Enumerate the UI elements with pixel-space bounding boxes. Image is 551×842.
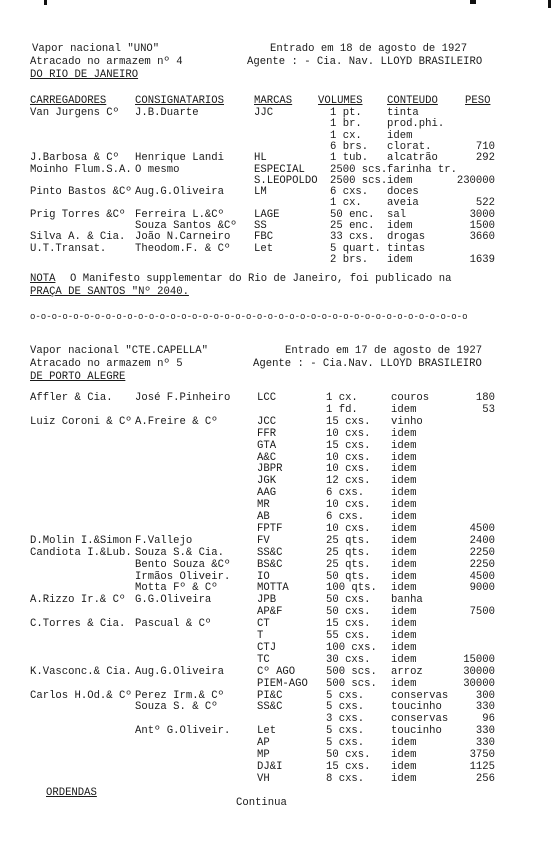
cell-marca: SS&C (257, 701, 283, 714)
cell-marca: BS&C (257, 558, 283, 571)
cell-conteudo: idem (387, 220, 413, 232)
cell-marca: FV (257, 534, 270, 547)
cell-conteudo: farinha tr. (387, 163, 457, 176)
cell-peso: 230000 (456, 174, 495, 187)
cell-volume: 6 cxs. (326, 487, 365, 500)
cell-conteudo: idem (391, 558, 417, 571)
cell-consignatario: J.B.Duarte (135, 107, 199, 119)
separator-line: o-o-o-o-o-o-o-o-o-o-o-o-o-o-o-o-o-o-o-o-o-o-o-o-o-o-o-o-o-o-o-o-o-o-o-o-o-o-o-o-o (30, 312, 468, 322)
cell-conteudo: idem (391, 653, 417, 666)
cell-marca: CT (257, 618, 270, 631)
cell-conteudo: arroz (391, 665, 423, 678)
cell-marca: JGK (257, 475, 277, 488)
cell-conteudo: idem (391, 570, 417, 583)
cell-marca: CTJ (257, 641, 277, 654)
cell-peso: 2250 (469, 558, 495, 571)
cell-volume: 2500 scs. (330, 163, 388, 176)
cell-volume: 8 cxs. (326, 772, 365, 785)
cell-volume: 10 cxs. (326, 451, 371, 464)
cell-consignatario: Antº G.Oliveir. (135, 725, 231, 738)
cell-marca: JBPR (257, 463, 283, 476)
cell-volume: 25 qts. (326, 534, 371, 547)
cell-conteudo: idem (391, 439, 417, 452)
ship1-dock: Atracado no armazem nº 4 (30, 56, 183, 68)
cell-peso: 3000 (469, 208, 495, 221)
cell-marca: AP&F (257, 606, 283, 619)
cell-marca: AP (257, 737, 270, 750)
ship2-title: Vapor nacional "CTE.CAPELLA" (30, 345, 209, 357)
cell-peso: 30000 (463, 677, 495, 690)
cell-peso: 180 (475, 392, 495, 404)
cell-marca: LM (254, 186, 267, 199)
cell-marca: Cº AGO (257, 665, 296, 678)
ship1-origin: DO RIO DE JANEIRO (30, 69, 139, 81)
cell-peso: 292 (475, 152, 495, 165)
cell-peso: 330 (475, 737, 495, 750)
cell-volume: 10 cxs. (326, 522, 371, 535)
cell-carregador: Luiz Coroni & Cº (30, 415, 132, 428)
cell-peso: 3750 (469, 749, 495, 761)
cell-conteudo: idem (391, 630, 417, 642)
cell-volume: 6 brs. (330, 140, 369, 153)
cell-volume: 1 cx. (330, 197, 362, 210)
cell-conteudo: clorat. (387, 140, 432, 153)
cell-marca: ESPECIAL (254, 163, 305, 176)
ship1-title: Vapor nacional "UNO" (32, 43, 160, 55)
cell-peso: 2250 (469, 546, 495, 559)
ship1-agent: Agente : - Cia. Nav. LLOYD BRASILEIRO (247, 56, 483, 68)
cell-volume: 5 cxs. (326, 737, 365, 750)
cell-conteudo: idem (391, 427, 417, 440)
header-carregadores: CARREGADORES (30, 95, 107, 107)
cell-peso: 1500 (469, 220, 495, 232)
cell-marca: FFR (257, 427, 277, 440)
cell-conteudo: idem (391, 451, 417, 464)
cell-volume: 100 cxs. (326, 641, 377, 654)
cell-volume: 1 cx. (326, 392, 358, 404)
header-volumes: VOLUMES (318, 95, 363, 107)
cell-peso: 7500 (469, 606, 495, 619)
cell-conteudo: idem (387, 129, 413, 142)
cell-marca: Let (257, 725, 277, 738)
cell-consignatario: Bento Souza &Cº (135, 558, 231, 571)
cell-consignatario: Pascual & Cº (135, 618, 212, 631)
cell-peso: 256 (475, 772, 495, 785)
cell-conteudo: toucinho (391, 725, 442, 738)
cell-conteudo: conservas (391, 713, 449, 726)
cell-volume: 6 cxs. (326, 511, 365, 523)
cell-consignatario: Henrique Landi (135, 152, 225, 165)
cell-volume: 25 qts. (326, 558, 371, 571)
cell-marca: SS&C (257, 546, 283, 559)
cell-marca: JCC (257, 415, 277, 428)
cell-consignatario: O mesmo (135, 163, 180, 176)
cell-marca: LAGE (254, 208, 280, 221)
cell-peso: 710 (475, 140, 495, 153)
cell-volume: 2 brs. (330, 253, 369, 266)
cell-marca: T (257, 630, 264, 642)
cell-marca: A&C (257, 451, 277, 464)
cell-marca: Let (254, 242, 274, 255)
cell-conteudo: idem (391, 760, 417, 773)
cell-peso: 53 (482, 403, 495, 416)
cell-volume: 15 cxs. (326, 439, 371, 452)
cell-conteudo: idem (391, 522, 417, 535)
cell-volume: 50 cxs. (326, 594, 371, 607)
cell-marca: PI&C (257, 689, 283, 702)
cell-volume: 10 cxs. (326, 463, 371, 476)
cell-carregador: Moinho Flum.S.A. (30, 163, 132, 176)
note-line2: PRAÇA DE SANTOS "Nº 2040. (30, 286, 189, 298)
cell-volume: 10 cxs. (326, 427, 371, 440)
header-conteudo: CONTEUDO (387, 95, 438, 107)
cell-consignatario: Souza S.& Cia. (135, 546, 225, 559)
cell-peso: 2400 (469, 534, 495, 547)
cell-conteudo: alcatrão (387, 152, 438, 165)
cell-peso: 96 (482, 713, 495, 726)
cell-peso: 9000 (469, 582, 495, 595)
cell-conteudo: idem (391, 749, 417, 761)
cell-peso: 15000 (463, 653, 495, 666)
cell-marca: TC (257, 653, 270, 666)
cell-carregador: Affler & Cia. (30, 392, 113, 404)
cell-conteudo: idem (391, 582, 417, 595)
cell-carregador: K.Vasconc.& Cia. (30, 665, 132, 678)
cell-volume: 500 scs. (326, 677, 377, 690)
continua-label: Continua (236, 797, 287, 809)
cell-peso: 330 (475, 701, 495, 714)
cell-marca: GTA (257, 439, 277, 452)
cell-volume: 15 cxs. (326, 415, 371, 428)
ship2-agent: Agente : - Cia.Nav. LLOYD BRASILEIRO (253, 358, 482, 370)
cell-conteudo: idem (387, 253, 413, 266)
cell-peso: 1125 (469, 760, 495, 773)
cell-consignatario: Souza Santos &Cº (135, 220, 237, 232)
ship1-entry: Entrado em 18 de agosto de 1927 (270, 43, 468, 55)
cell-volume: 1 cx. (330, 129, 362, 142)
cell-peso: 522 (475, 197, 495, 210)
cell-carregador: Prig Torres &Cº (30, 208, 126, 221)
cell-carregador: Carlos H.Od.& Cº (30, 689, 132, 702)
cell-marca: FPTF (257, 522, 283, 535)
cell-carregador: A.Rizzo Ir.& Cº (30, 594, 126, 607)
cell-volume: 1 pt. (330, 107, 362, 119)
cell-consignatario: Souza S. & Cº (135, 701, 218, 714)
cell-marca: SS (254, 220, 267, 232)
cell-marca: IO (257, 570, 270, 583)
cell-carregador: C.Torres & Cia. (30, 618, 126, 631)
header-marcas: MARCAS (254, 95, 293, 107)
cell-consignatario: Irmãos Oliveir. (135, 570, 231, 583)
cell-carregador: U.T.Transat. (30, 242, 107, 255)
note-label: NOTA (30, 273, 56, 285)
cell-volume: 12 cxs. (326, 475, 371, 488)
cell-peso: 1639 (469, 253, 495, 266)
scan-mark-left (44, 0, 47, 5)
cell-volume: 5 quart. (330, 242, 381, 255)
cell-volume: 6 cxs. (330, 186, 369, 199)
cell-volume: 25 enc. (330, 220, 375, 232)
cell-marca: PIEM-AGO (257, 677, 308, 690)
cell-peso: 30000 (463, 665, 495, 678)
cell-conteudo: banha (391, 594, 423, 607)
cell-volume: 1 tub. (330, 152, 369, 165)
cell-volume: 3 cxs. (326, 713, 365, 726)
header-consignatarios: CONSIGNATARIOS (135, 95, 225, 107)
cell-consignatario: Perez Irm.& Cº (135, 689, 225, 702)
cell-conteudo: idem (391, 737, 417, 750)
cell-marca: MOTTA (257, 582, 289, 595)
cell-carregador: Silva A. & Cia. (30, 231, 126, 244)
cell-volume: 30 cxs. (326, 653, 371, 666)
cell-volume: 15 cxs. (326, 618, 371, 631)
cell-conteudo: tintas (387, 242, 426, 255)
cell-volume: 50 enc. (330, 208, 375, 221)
cell-conteudo: idem (391, 499, 417, 512)
cell-peso: 330 (475, 725, 495, 738)
cell-peso: 300 (475, 689, 495, 702)
cell-volume: 10 cxs. (326, 499, 371, 512)
cell-marca: HL (254, 152, 267, 165)
cell-volume: 55 cxs. (326, 630, 371, 642)
cell-marca: JJC (254, 107, 274, 119)
cell-marca: JPB (257, 594, 277, 607)
cell-consignatario: Aug.G.Oliveira (135, 186, 225, 199)
cell-consignatario: Motta Fº & Cº (135, 582, 218, 595)
cell-conteudo: idem (391, 511, 417, 523)
cell-marca: AB (257, 511, 270, 523)
cell-volume: 1 fd. (326, 403, 358, 416)
cell-conteudo: idem (391, 475, 417, 488)
cell-consignatario: Ferreira L.&Cº (135, 208, 225, 221)
cell-volume: 5 cxs. (326, 725, 365, 738)
cell-consignatario: G.G.Oliveira (135, 594, 212, 607)
cell-conteudo: idem (391, 641, 417, 654)
cell-volume: 5 cxs. (326, 689, 365, 702)
cell-consignatario: José F.Pinheiro (135, 392, 231, 404)
cell-conteudo: toucinho (391, 701, 442, 714)
cell-marca: VH (257, 772, 270, 785)
cell-conteudo: idem (391, 487, 417, 500)
cell-conteudo: idem (391, 677, 417, 690)
cell-volume: 100 qts. (326, 582, 377, 595)
cell-conteudo: idem (391, 534, 417, 547)
cell-volume: 50 qts. (326, 570, 371, 583)
cell-volume: 33 cxs. (330, 231, 375, 244)
cell-consignatario: A.Freire & Cº (135, 415, 218, 428)
cell-carregador: Van Jurgens Cº (30, 107, 120, 119)
cell-volume: 50 cxs. (326, 749, 371, 761)
cell-consignatario: Theodom.F. & Cº (135, 242, 231, 255)
cell-volume: 25 qts. (326, 546, 371, 559)
cell-conteudo: vinho (391, 415, 423, 428)
cell-conteudo: tinta (387, 107, 419, 119)
ship2-dock: Atracado no armazem nº 5 (30, 358, 183, 370)
cell-peso: 4500 (469, 522, 495, 535)
cell-conteudo: idem (387, 174, 413, 187)
cell-conteudo: couros (391, 392, 430, 404)
cell-conteudo: idem (391, 546, 417, 559)
cell-carregador: J.Barbosa & Cº (30, 152, 120, 165)
cell-marca: MP (257, 749, 270, 761)
cell-volume: 5 cxs. (326, 701, 365, 714)
cell-volume: 15 cxs. (326, 760, 371, 773)
cell-marca: DJ&I (257, 760, 283, 773)
cell-conteudo: aveia (387, 197, 419, 210)
header-peso: PESO (465, 95, 491, 107)
cell-consignatario: F.Vallejo (135, 534, 193, 547)
cell-conteudo: idem (391, 772, 417, 785)
cell-conteudo: sal (387, 208, 407, 221)
cell-volume: 2500 scs. (330, 174, 388, 187)
cell-conteudo: prod.phi. (387, 118, 445, 131)
cell-conteudo: idem (391, 403, 417, 416)
cell-conteudo: idem (391, 463, 417, 476)
cell-marca: MR (257, 499, 270, 512)
scan-mark-right (470, 0, 476, 4)
cell-consignatario: João N.Carneiro (135, 231, 231, 244)
cell-carregador: Pinto Bastos &Cº (30, 186, 132, 199)
cell-carregador: Candiota I.&Lub. (30, 546, 132, 559)
cell-conteudo: drogas (387, 231, 426, 244)
cell-peso: 3660 (469, 231, 495, 244)
cell-marca: FBC (254, 231, 274, 244)
ship2-origin: DE PORTO ALEGRE (30, 371, 126, 383)
cell-conteudo: conservas (391, 689, 449, 702)
cell-volume: 50 cxs. (326, 606, 371, 619)
cell-marca: LCC (257, 392, 277, 404)
note-line1: O Manifesto supplementar do Rio de Janeiro, foi publicado na (70, 273, 452, 285)
cell-volume: 1 br. (330, 118, 362, 131)
cell-marca: AAG (257, 487, 277, 500)
cell-conteudo: idem (391, 606, 417, 619)
cell-conteudo: idem (391, 618, 417, 631)
cell-consignatario: Aug.G.Oliveira (135, 665, 225, 678)
cell-conteudo: doces (387, 186, 419, 199)
cell-carregador: D.Molin I.&Simon (30, 534, 132, 547)
cell-volume: 500 scs. (326, 665, 377, 678)
ship2-entry: Entrado em 17 de agosto de 1927 (285, 345, 483, 357)
cell-marca: S.LEOPOLDO (254, 174, 318, 187)
footer-ordendas: ORDENDAS (46, 787, 97, 799)
cell-peso: 4500 (469, 570, 495, 583)
